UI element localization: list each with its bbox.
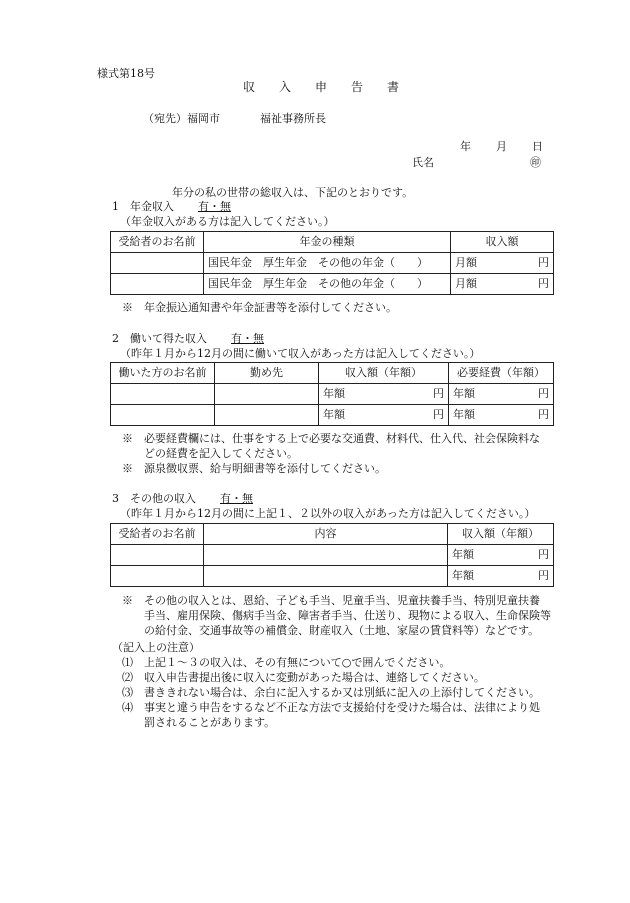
date-month-label: 月 <box>496 140 507 153</box>
amount-unit: 円 <box>538 277 549 290</box>
remark-item: ⑴ 上記１～３の収入は、その有無について○で囲んでください。 <box>122 656 451 669</box>
section2-choice[interactable]: 有・無 <box>231 332 264 345</box>
amount-unit: 円 <box>538 548 549 561</box>
recipient-name-cell[interactable] <box>111 274 204 295</box>
income-label: 年額 <box>323 408 345 421</box>
expense-unit: 円 <box>538 387 549 400</box>
remarks <box>112 640 540 730</box>
table-header-row <box>111 524 554 545</box>
content-cell[interactable] <box>204 545 448 566</box>
addressee-prefix: （宛先） <box>143 112 187 125</box>
remark-item: ⑶ 書ききれない場合は、余白に記入するか又は別紙に記入の上添付してください。 <box>122 686 540 699</box>
work-income-table <box>110 362 554 426</box>
amount-cell[interactable] <box>448 566 554 587</box>
remark-item: ⑵ 収入申告書提出後に収入に変動があった場合は、連絡してください。 <box>122 671 485 684</box>
worker-name-cell[interactable] <box>111 405 215 426</box>
table-row <box>111 545 554 566</box>
table-header-row <box>111 363 554 384</box>
table-row <box>111 253 554 274</box>
section1-title: 1 年金収入 <box>112 200 174 213</box>
table-row <box>111 274 554 295</box>
date-day-label: 日 <box>532 140 543 153</box>
amount-label: 年額 <box>452 548 474 561</box>
amount-label: 月額 <box>455 256 477 269</box>
header-expenses: 必要経費（年額） <box>449 363 554 384</box>
header-workplace: 勤め先 <box>215 363 319 384</box>
note-line: ※ 必要経費欄には、仕事をする上で必要な交通費、材料代、仕入代、社会保険料な <box>122 432 540 445</box>
recipient-name-cell[interactable] <box>111 566 204 587</box>
note-line: どの経費を記入してください。 <box>122 447 298 460</box>
page-title: 収 入 申 告 書 <box>243 80 400 94</box>
income-unit: 円 <box>433 408 444 421</box>
expense-label: 年額 <box>453 387 475 400</box>
pension-table <box>110 231 554 295</box>
addressee <box>143 112 326 126</box>
income-cell[interactable] <box>319 384 449 405</box>
date-year-label: 年 <box>460 140 471 153</box>
header-income: 収入額（年額） <box>319 363 449 384</box>
section1-choice[interactable]: 有・無 <box>198 200 231 213</box>
section1-heading <box>112 200 231 214</box>
pension-type-cell[interactable]: 国民年金 厚生年金 その他の年金（ ） <box>204 253 451 274</box>
header-amount: 収入額 <box>451 232 554 253</box>
worker-name-cell[interactable] <box>111 384 215 405</box>
expense-unit: 円 <box>538 408 549 421</box>
seal-mark: ㊞ <box>530 156 541 169</box>
amount-cell[interactable] <box>448 545 554 566</box>
section3-heading <box>112 492 253 506</box>
amount-label: 月額 <box>455 277 477 290</box>
table-row <box>111 566 554 587</box>
addressee-office: 福祉事務所長 <box>260 112 326 125</box>
note-line: ※ 源泉徴収票、給与明細書等を添付してください。 <box>122 462 386 475</box>
amount-cell[interactable] <box>451 253 554 274</box>
section3-notes <box>122 593 551 638</box>
amount-unit: 円 <box>538 256 549 269</box>
header-content: 内容 <box>204 524 448 545</box>
header-worker-name: 働いた方のお名前 <box>111 363 215 384</box>
table-row <box>111 405 554 426</box>
section2-title: 2 働いて得た収入 <box>112 332 207 345</box>
section2-notes <box>122 431 540 476</box>
remark-item: 罰されることがあります。 <box>122 716 276 729</box>
name-label: 氏名 <box>412 156 434 169</box>
expense-cell[interactable] <box>449 384 554 405</box>
section3-instruction: （昨年１月から12月の間に上記１、２以外の収入があった方は記入してください。） <box>120 507 536 520</box>
workplace-cell[interactable] <box>215 384 319 405</box>
header-recipient-name: 受給者のお名前 <box>111 524 204 545</box>
header-pension-type: 年金の種類 <box>204 232 451 253</box>
table-row <box>111 384 554 405</box>
section1-note: ※ 年金振込通知書や年金証書等を添付してください。 <box>122 301 397 314</box>
section1-instruction: （年金収入がある方は記入してください。） <box>120 215 335 228</box>
header-recipient-name: 受給者のお名前 <box>111 232 204 253</box>
remark-item: ⑷ 事実と違う申告をするなど不正な方法で支援給付を受けた場合は、法律により処 <box>122 701 540 714</box>
note-line: 手当、雇用保険、傷病手当金、障害者手当、仕送り、現物による収入、生命保険等 <box>122 609 551 622</box>
content-cell[interactable] <box>204 566 448 587</box>
income-cell[interactable] <box>319 405 449 426</box>
table-header-row <box>111 232 554 253</box>
recipient-name-cell[interactable] <box>111 545 204 566</box>
form-number: 様式第18号 <box>97 67 155 80</box>
income-unit: 円 <box>433 387 444 400</box>
workplace-cell[interactable] <box>215 405 319 426</box>
header-annual-amount: 収入額（年額） <box>448 524 554 545</box>
pension-type-cell[interactable]: 国民年金 厚生年金 その他の年金（ ） <box>204 274 451 295</box>
addressee-city: 福岡市 <box>187 112 220 125</box>
note-line: ※ その他の収入とは、恩給、子ども手当、児童手当、児童扶養手当、特別児童扶養 <box>122 594 540 607</box>
section3-title: 3 その他の収入 <box>112 492 196 505</box>
amount-cell[interactable] <box>451 274 554 295</box>
amount-unit: 円 <box>538 569 549 582</box>
other-income-table <box>110 523 554 587</box>
section2-heading <box>112 332 264 346</box>
expense-label: 年額 <box>453 408 475 421</box>
section2-instruction: （昨年１月から12月の間に働いて収入があった方は記入してください。） <box>120 347 481 360</box>
remarks-title: （記入上の注意） <box>112 641 200 654</box>
amount-label: 年額 <box>452 569 474 582</box>
expense-cell[interactable] <box>449 405 554 426</box>
note-line: の給付金、交通事故等の補償金、財産収入（土地、家屋の賃貸料等）などです。 <box>122 624 540 637</box>
income-label: 年額 <box>323 387 345 400</box>
intro-text: 年分の私の世帯の総収入は、下記のとおりです。 <box>172 186 414 199</box>
recipient-name-cell[interactable] <box>111 253 204 274</box>
section3-choice[interactable]: 有・無 <box>220 492 253 505</box>
